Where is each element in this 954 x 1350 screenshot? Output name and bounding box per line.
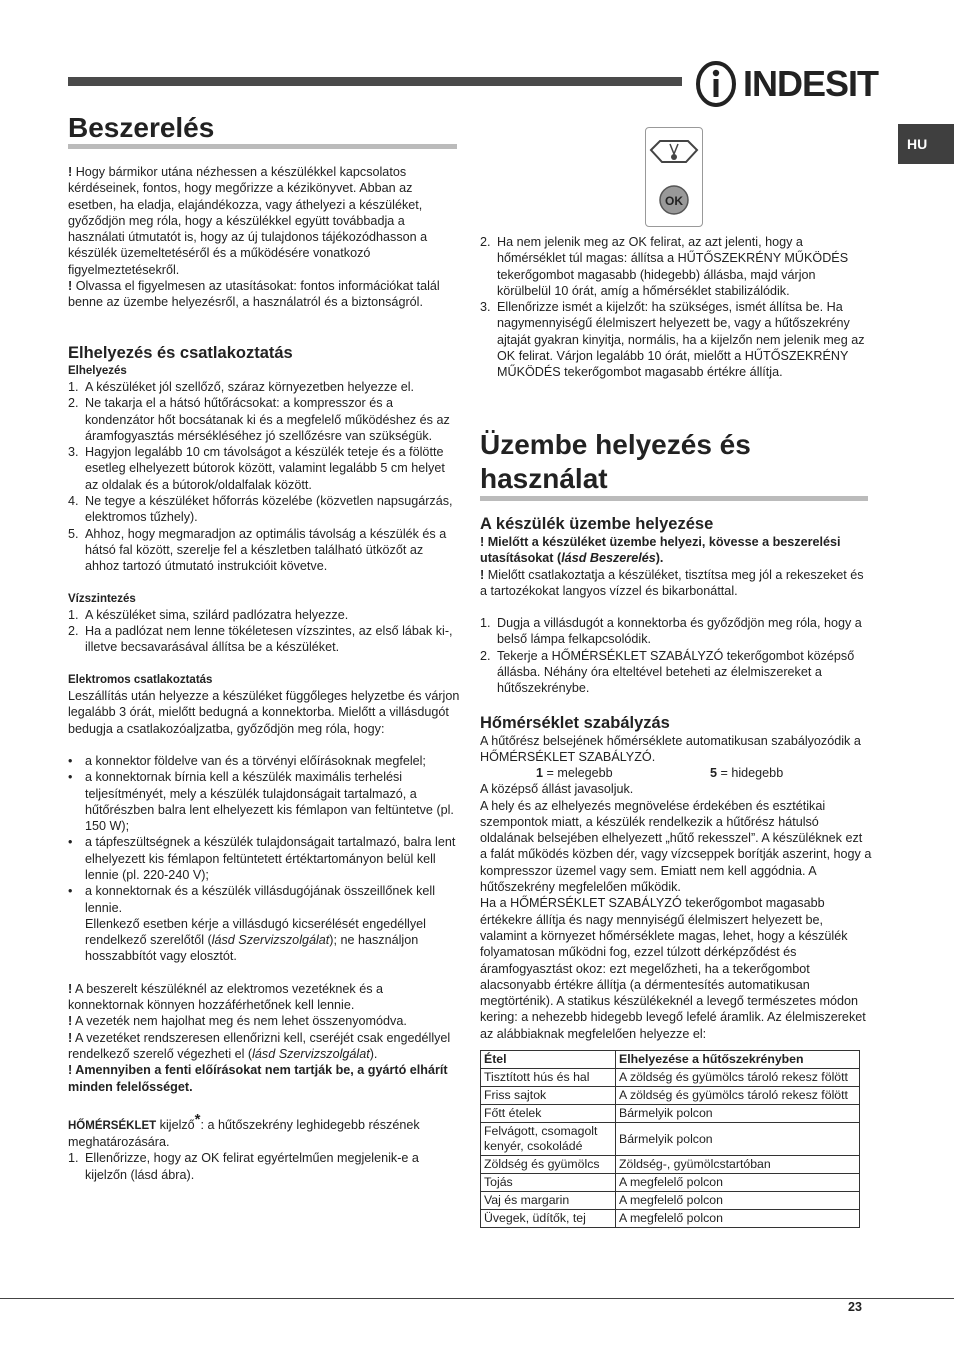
start-steps-list bbox=[480, 615, 872, 696]
page-title: Beszerelés bbox=[68, 112, 215, 143]
footer-rule bbox=[0, 1298, 954, 1299]
temp-paragraph-1: A hűtőrész belsejének hőmérséklete automatikusan szabályozódik a HŐMÉRSÉKLET SZABÁLYZÓ. bbox=[480, 733, 861, 764]
right-column-steps bbox=[480, 234, 870, 381]
scale-warmer: 1 = melegebb bbox=[536, 766, 613, 781]
food-placement-table bbox=[480, 1050, 860, 1228]
temp-indicator-intro: HŐMÉRSÉKLET kijelző*: a hűtőszekrény leghidegebb részének meghatározására. bbox=[68, 1110, 420, 1150]
table-cell: Zöldség és gyümölcs bbox=[481, 1156, 616, 1174]
table-row bbox=[481, 1087, 860, 1105]
title-underline bbox=[68, 144, 457, 149]
warning-3: ! A vezetéket rendszeresen ellenőrizni kell, cseréjét csak engedéllyel rendelkező szerelő végezheti el (lásd Szervizszolgálat). bbox=[68, 1030, 451, 1061]
table-cell: Tojás bbox=[481, 1174, 616, 1192]
leveling-list bbox=[68, 607, 460, 656]
electric-intro: Leszállítás után helyezze a készüléket függőleges helyzetbe és várjon legalább 3 órát, mielőtt bedugná a konnektorba. Mielőtt a villásdugót bedugja a csatlakozóaljzatba, győződjön meg róla, hogy: bbox=[68, 689, 460, 736]
page-number: 23 bbox=[848, 1300, 862, 1314]
section-title-usage: Üzembe helyezés és használat bbox=[480, 429, 751, 494]
left-column bbox=[68, 164, 460, 1183]
table-cell: Bármelyik polcon bbox=[616, 1105, 860, 1123]
list-item: 1. A készüléket sima, szilárd padlózatra helyezze. bbox=[68, 607, 349, 622]
table-header: Étel bbox=[481, 1051, 616, 1069]
table-cell: A megfelelő polcon bbox=[616, 1192, 860, 1210]
warning-1: ! A beszerelt készüléknél az elektromos vezetéknek és a konnektornak könnyen hozzáférhetőnek kell lennie. bbox=[68, 981, 384, 1013]
display-ok-label: OK bbox=[665, 194, 683, 208]
logo-i-icon bbox=[695, 60, 739, 108]
intro-paragraph-2: ! Olvassa el figyelmesen az utasításokat: fontos információkat talál benne az üzembe helyezésről, a használatról és a biztonságról. bbox=[68, 279, 440, 310]
subheading-electric: Elektromos csatlakoztatás bbox=[68, 673, 213, 686]
list-item: 2. Ne takarja el a hátsó hűtőrácsokat: a kompresszor és a kondenzátor hőt bocsátanak ki és a megfelelő működéshez és az áramfogyasztás mérsékléséhez jó szellőzésre van szükségük. bbox=[68, 396, 450, 443]
list-item: 2. Ha nem jelenik meg az OK felirat, az azt jelenti, hogy a hőmérséklet túl magas: állítsa a HŰTŐSZEKRÉNY MŰKÖDÉS tekerőgombot magasabb (hidegebb) állásba, majd várjon körülbelül 10 órát, amíg a hőmérséklet stabilizálódik. bbox=[480, 235, 849, 298]
scale-colder: 5 = hidegebb bbox=[710, 766, 784, 781]
temp-scale bbox=[480, 765, 872, 781]
temp-paragraph-3: A hely és az elhelyezés megnövelése érdekében és esztétikai szempontok miatt, a készülék rendelkezik a hűtőrész hátulsó oldalának belsejében elhelyezett „hűtő rekesszel”. A készüléknek ezt a falát működés közben dér, vagy vízcseppek borítják aszerint, hogy a kompresszor üzemel vagy sem. Emiatt nem kell aggódnia. A hűtőszekrény megfelelően működik. bbox=[480, 798, 872, 895]
table-cell: Főtt ételek bbox=[481, 1105, 616, 1123]
temp-paragraph-4: Ha a HŐMÉRSÉKLET SZABÁLYZÓ tekerőgombot magasabb értékekre állítja és nagy mennyiségű élelmiszert helyezett be, valamint a környezet hőmérséklete magas, lehet, hogy a készülék folyamatosan működni fog, ezzel túlzott dérképződést és áramfogyasztást okoz: ezt megelőzheti, ha a tekerőgombot alacsonyabb értékre állítja (a dérmentesítés automatikusan megtörténik). A statikus készülékeknél a levegő természetes módon kering: a nehezebb hidegebb levegő lefelé áramlik. Az élelmiszereket az alábbiaknak megfelelően helyezze el: bbox=[480, 896, 866, 1041]
title-underline bbox=[480, 496, 868, 501]
list-item: 3. Hagyjon legalább 10 cm távolságot a készülék teteje és a fölötte esetleg elhelyezett bútorok között, valamint legalább 5 cm helyet az oldalak és a bútorok/oldalfalak között. bbox=[68, 445, 445, 492]
start-note: ! Mielőtt csatlakoztatja a készüléket, tisztítsa meg jól a rekeszeket és a tartozékokat langyos vízzel és bikarbonáttal. bbox=[480, 567, 864, 598]
list-item: 3. Ellenőrizze ismét a kijelzőt: ha szükséges, ismét állítsa be. Ha nagymennyiségű élelmiszert helyezett be, vagy a hűtőszekrény ajtaját gyakran kinyitja, normális, ha a kijelzőn nem jelenik meg az OK felirat. Várjon legalább 10 órát, mielőtt a HŰTŐSZEKRÉNY MŰKÖDÉS tekerőgombot magasabb értékre állítja. bbox=[480, 300, 865, 380]
brand-logo bbox=[695, 60, 879, 108]
temp-adjust-list bbox=[480, 234, 870, 381]
right-column bbox=[480, 514, 872, 1228]
start-warning: ! Mielőtt a készüléket üzembe helyezi, kövesse a beszerelési utasításokat (lásd Beszerelés). bbox=[480, 535, 841, 566]
table-row bbox=[481, 1156, 860, 1174]
list-item: 4. Ne tegye a készüléket hőforrás közelébe (közvetlen napsugárzás, elektromos tűzhely). bbox=[68, 494, 453, 525]
list-item: 1. Dugja a villásdugót a konnektorba és győződjön meg róla, hogy a belső lámpa felkapcsolódik. bbox=[480, 616, 862, 647]
header-rule bbox=[68, 77, 682, 86]
table-cell: A megfelelő polcon bbox=[616, 1174, 860, 1192]
list-item: • a konnektornak és a készülék villásdugójának összeillőnek kell lennie. Ellenkező esetben kérje a villásdugó kicserélését engedéllyel rendelkező szerelőtől (lásd Szervizszolgálat); ne használjon hosszabbítót vagy elosztót. bbox=[68, 884, 436, 964]
section-heading-temperature: Hőmérséklet szabályzás bbox=[480, 713, 670, 732]
list-item: 5. Ahhoz, hogy megmaradjon az optimális távolság a készülék és a hátsó fal között, szerelje fel a készletben található ütközőt az ahhoz tartozó útmutató instrukcióit követve. bbox=[68, 526, 447, 574]
table-cell: A megfelelő polcon bbox=[616, 1210, 860, 1228]
placement-list bbox=[68, 379, 460, 575]
warning-4: ! Amennyiben a fenti előírásokat nem tartják be, a gyártó elhárít minden felelősséget. bbox=[68, 1063, 448, 1094]
table-cell: Friss sajtok bbox=[481, 1087, 616, 1105]
temperature-display-illustration bbox=[645, 127, 703, 227]
temp-check-list bbox=[68, 1150, 460, 1183]
table-header-row bbox=[481, 1051, 860, 1069]
table-header: Elhelyezése a hűtőszekrényben bbox=[616, 1051, 860, 1069]
list-item: 1. A készüléket jól szellőző, száraz környezetben helyezze el. bbox=[68, 379, 415, 394]
section-heading-placement: Elhelyezés és csatlakoztatás bbox=[68, 343, 293, 362]
intro-paragraph-1: ! Hogy bármikor utána nézhessen a készülékkel kapcsolatos kérdéseinek, fontos, hogy megőrizze a kézikönyvet. Abban az esetben, ha eladja, elajándékozza, vagy áthelyezi a készüléket, győződjön meg róla, hogy a készülékkel együtt továbbadja a használati útmutatót is, hogy az új tulajdonos tájékozódhasson a készülék üzemeltetéséről és a működésére vonatkozó figyelmeztetésekről. bbox=[68, 165, 428, 277]
language-tab: HU bbox=[898, 124, 954, 164]
subheading-placement: Elhelyezés bbox=[68, 364, 127, 377]
temp-paragraph-2: A középső állást javasoljuk. bbox=[480, 782, 634, 797]
section-heading-start: A készülék üzembe helyezése bbox=[480, 515, 714, 533]
list-item: • a konnektornak bírnia kell a készülék maximális terhelési teljesítményét, mely a készülék tulajdonságait tartalmazó, a hűtőrészben balra lent elhelyezett kis fémlapon van feltüntetve (pl. 150 W); bbox=[68, 770, 454, 834]
table-row bbox=[481, 1174, 860, 1192]
table-row bbox=[481, 1069, 860, 1087]
table-cell: A zöldség és gyümölcs tároló rekesz fölött bbox=[616, 1069, 860, 1087]
table-cell: Vaj és margarin bbox=[481, 1192, 616, 1210]
brand-wordmark: INDESIT bbox=[743, 63, 879, 104]
list-item: 1. Ellenőrizze, hogy az OK felirat egyértelműen megjelenik-e a kijelzőn (lásd ábra). bbox=[68, 1151, 419, 1182]
table-cell: Felvágott, csomagolt kenyér, csokoládé bbox=[481, 1123, 616, 1156]
table-cell: Üvegek, üdítők, tej bbox=[481, 1210, 616, 1228]
table-row bbox=[481, 1192, 860, 1210]
list-item: • a tápfeszültségnek a készülék tulajdonságait tartalmazó, balra lent elhelyezett kis fémlapon feltüntetett értéktartományon belül kell lennie (pl. 220-240 V); bbox=[68, 835, 456, 882]
list-item: 2. Tekerje a HŐMÉRSÉKLET SZABÁLYZÓ tekerőgombot középső állásba. Néhány óra elteltével beteheti az élelmiszereket a hűtőszekrénybe. bbox=[480, 648, 855, 696]
table-cell: Zöldség-, gyümölcstartóban bbox=[616, 1156, 860, 1174]
display-icon bbox=[646, 128, 702, 226]
subheading-leveling: Vízszintezés bbox=[68, 592, 136, 605]
table-cell: A zöldség és gyümölcs tároló rekesz fölött bbox=[616, 1087, 860, 1105]
table-cell: Tisztított hús és hal bbox=[481, 1069, 616, 1087]
table-cell: Bármelyik polcon bbox=[616, 1123, 860, 1156]
list-item: • a konnektor földelve van és a törvényi előírásoknak megfelel; bbox=[68, 753, 426, 768]
table-row bbox=[481, 1105, 860, 1123]
table-row bbox=[481, 1210, 860, 1228]
list-item: 2. Ha a padlózat nem lenne tökéletesen vízszintes, az első lábak ki-, illetve becsavarásával állítsa be a készüléket. bbox=[68, 624, 453, 655]
electric-bullets bbox=[68, 753, 460, 965]
table-row bbox=[481, 1123, 860, 1156]
warning-2: ! A vezeték nem hajolhat meg és nem lehet összenyomódva. bbox=[68, 1014, 407, 1029]
